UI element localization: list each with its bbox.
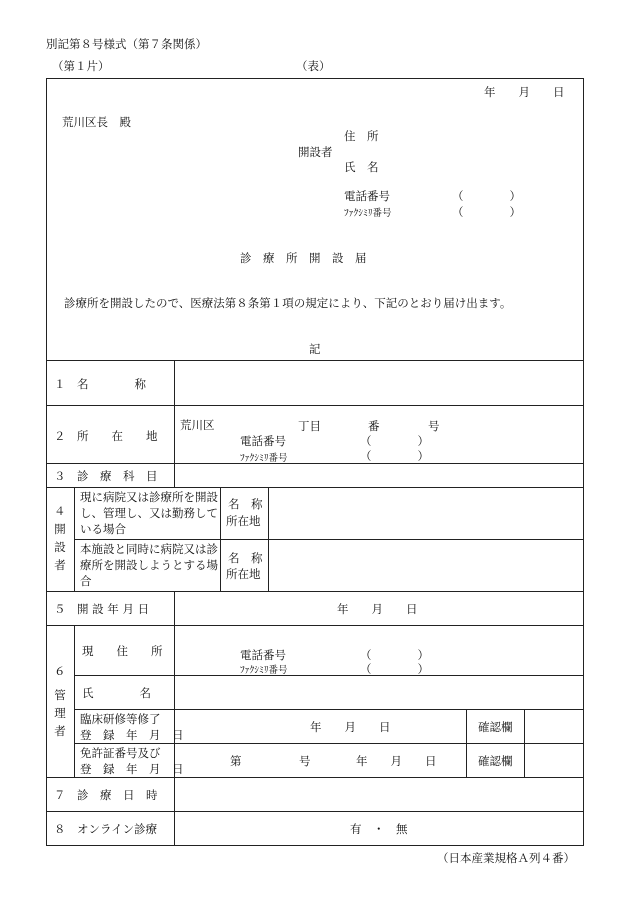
opener-section-number: ４	[54, 504, 66, 518]
simultaneous-location-label: 所在地	[226, 567, 261, 581]
hours-field[interactable]	[176, 779, 582, 810]
row-divider	[46, 811, 584, 812]
row-divider	[46, 405, 584, 406]
sheet-label: （第１片）	[52, 59, 110, 73]
chome-text: 丁目	[298, 419, 321, 433]
facility-name-label: １ 名 称	[54, 377, 146, 391]
facility-name-field[interactable]	[176, 362, 582, 404]
row-divider	[74, 743, 584, 744]
online-consultation-label: ８ オンライン診療	[54, 822, 158, 836]
row-divider	[74, 709, 584, 710]
col-divider	[74, 625, 75, 777]
row-divider	[46, 625, 584, 626]
manager-phone-label: 電話番号	[240, 648, 286, 662]
opening-date-label: ５ 開 設 年 月 日	[54, 602, 150, 616]
hours-label: ７ 診 療 日 時	[54, 788, 158, 802]
training-date-field[interactable]: 年 月 日	[310, 720, 391, 734]
col-divider	[466, 709, 467, 777]
opener-label: 開設者	[298, 145, 333, 159]
manager-name-label: 氏 名	[82, 686, 151, 700]
paper-size-note: （日本産業規格Ａ列４番）	[437, 851, 575, 865]
ki-label: 記	[309, 342, 321, 356]
col-divider	[174, 360, 175, 488]
name-label: 氏 名	[344, 160, 379, 174]
manager-section-number: ６	[54, 664, 66, 678]
row-divider	[46, 487, 584, 488]
manager-name-field[interactable]	[176, 677, 582, 708]
simultaneous-facility-text: 本施設と同時に病院又は診療所を開設しようとする場合	[80, 542, 218, 588]
col-divider	[174, 591, 175, 625]
row-divider	[46, 591, 584, 592]
col-divider	[174, 777, 175, 845]
location-fax-label: ﾌｧｸｼﾐﾘ番号	[240, 453, 288, 464]
body-text: 診療所を開設したので、医療法第８条第１項の規定により、下記のとおり届け出ます。	[64, 296, 512, 310]
location-phone-paren[interactable]: （ ）	[360, 434, 429, 448]
manager-phone-paren[interactable]: （ ）	[360, 648, 429, 662]
license-label-2: 登 録 年 月 日	[80, 762, 184, 776]
existing-facility-field[interactable]	[270, 489, 582, 538]
confirm-label-2: 確認欄	[478, 754, 513, 768]
phone-label: 電話番号	[344, 189, 390, 203]
submission-date[interactable]: 年 月 日	[484, 85, 565, 99]
ward-text: 荒川区	[180, 418, 215, 432]
fax-paren[interactable]: （ ）	[452, 205, 521, 219]
document-title: 診 療 所 開 設 届	[240, 251, 367, 265]
row-divider	[46, 463, 584, 464]
existing-location-label: 所在地	[226, 514, 261, 528]
manager-fax-label: ﾌｧｸｼﾐﾘ番号	[240, 665, 288, 676]
departments-field[interactable]	[176, 465, 582, 486]
form-number: 別記第８号様式（第７条関係）	[46, 37, 207, 51]
addressee: 荒川区長 殿	[62, 115, 131, 129]
online-consultation-choice[interactable]: 有 ・ 無	[350, 822, 408, 836]
manager-vertical-label: 管 理 者	[54, 688, 66, 738]
col-divider	[220, 487, 221, 591]
opener-vertical-label: 開 設 者	[54, 522, 66, 572]
fax-label: ﾌｧｸｼﾐﾘ番号	[344, 208, 392, 219]
license-number-field[interactable]: 第 号	[230, 754, 311, 768]
col-divider	[74, 487, 75, 591]
opening-date-field[interactable]: 年 月 日	[337, 602, 418, 616]
go-text: 号	[428, 419, 440, 433]
side-label: （表）	[296, 59, 331, 73]
col-divider	[268, 487, 269, 591]
existing-facility-text: 現に病院又は診療所を開設し、管理し、又は勤務している場合	[80, 490, 218, 536]
location-label: ２ 所 在 地	[54, 429, 158, 443]
manager-address-label: 現 住 所	[82, 644, 163, 658]
training-label-2: 登 録 年 月 日	[80, 728, 184, 742]
confirm-label-1: 確認欄	[478, 720, 513, 734]
location-fax-paren[interactable]: （ ）	[360, 449, 429, 463]
simultaneous-facility-field[interactable]	[270, 541, 582, 590]
departments-label: ３ 診 療 科 目	[54, 469, 158, 483]
training-label-1: 臨床研修等修了	[80, 712, 161, 726]
ban-text: 番	[368, 419, 380, 433]
license-date-field[interactable]: 年 月 日	[356, 754, 437, 768]
simultaneous-name-label: 名 称	[228, 551, 263, 565]
row-divider	[46, 360, 584, 361]
col-divider	[174, 625, 175, 777]
manager-fax-paren[interactable]: （ ）	[360, 662, 429, 676]
row-divider	[74, 675, 584, 676]
existing-name-label: 名 称	[228, 497, 263, 511]
license-label-1: 免許証番号及び	[80, 746, 161, 760]
address-label: 住 所	[344, 129, 379, 143]
col-divider	[524, 709, 525, 777]
row-divider	[46, 777, 584, 778]
confirm-field-1[interactable]	[526, 711, 582, 742]
confirm-field-2[interactable]	[526, 745, 582, 776]
row-divider	[74, 539, 584, 540]
phone-paren[interactable]: （ ）	[452, 189, 521, 203]
location-phone-label: 電話番号	[240, 434, 286, 448]
